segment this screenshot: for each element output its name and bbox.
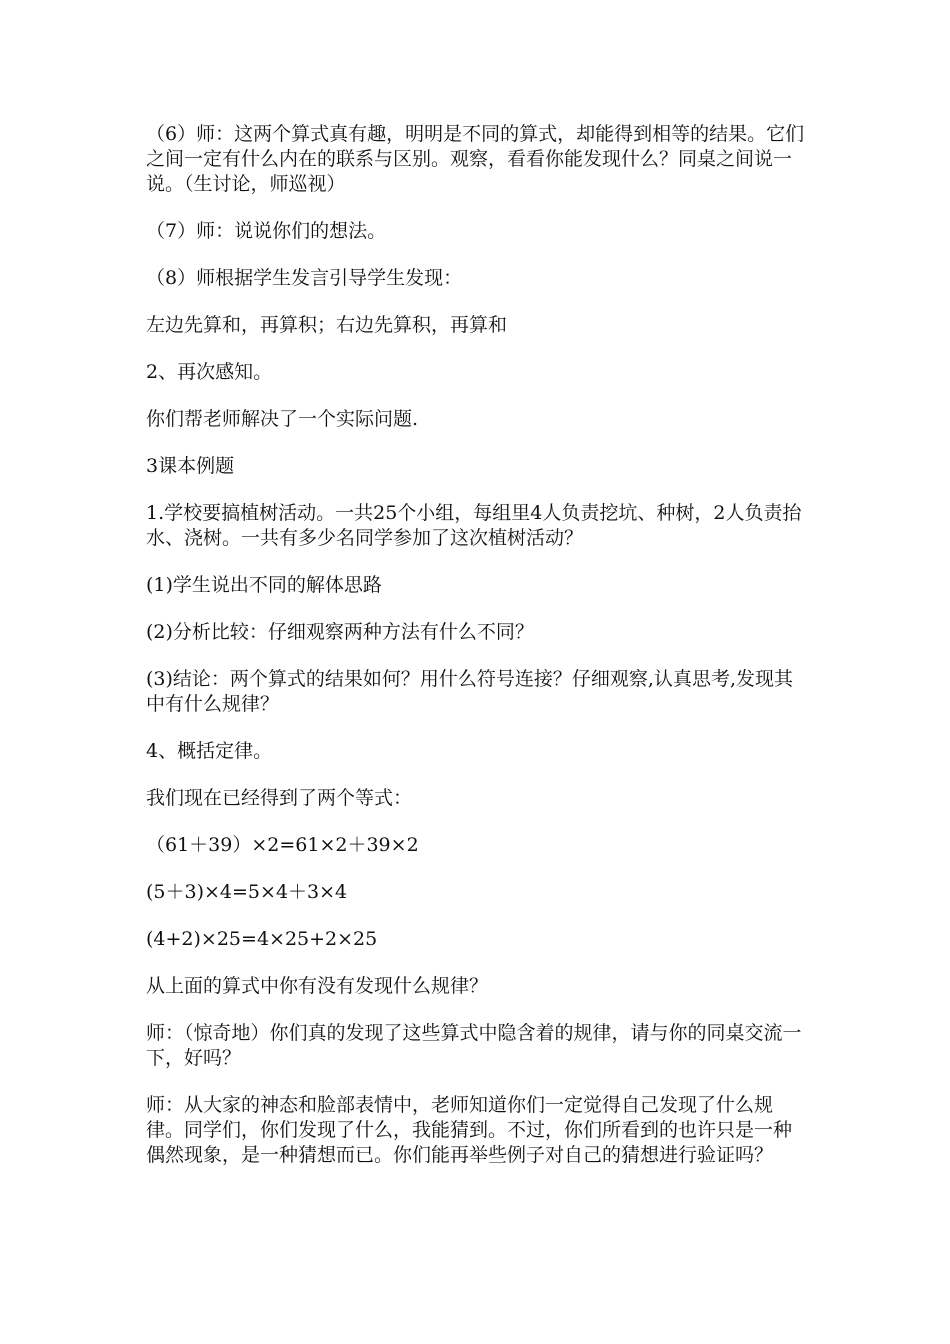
equation-3: (4+2)×25=4×25+2×25 (146, 928, 378, 950)
paragraph-practical-problem: 你们帮老师解决了一个实际问题. (146, 408, 419, 430)
paragraph-step-3: (3)结论：两个算式的结果如何？用什么符号连接？仔细观察,认真思考,发现其中有什么规律？ (146, 668, 793, 715)
paragraph-pattern-question: 从上面的算式中你有没有发现什么规律？ (146, 975, 489, 997)
paragraph-teacher-8: （8）师根据学生发言引导学生发现： (146, 267, 463, 289)
paragraph-example-problem: 1.学校要搞植树活动。一共25个小组，每组里4人负责挖坑、种树，2人负责抬水、浇树。一共有多少名同学参加了这次植树活动？ (146, 502, 802, 549)
paragraph-step-1: (1)学生说出不同的解体思路 (146, 574, 382, 596)
paragraph-teacher-6: （6）师：这两个算式真有趣，明明是不同的算式，却能得到相等的结果。它们之间一定有什么内在的联系与区别。观察，看看你能发现什么？同桌之间说一说。（生讨论，师巡视） (146, 123, 805, 195)
equation-1: （61＋39）×2=61×2＋39×2 (146, 834, 419, 856)
document-body (146, 122, 808, 1190)
paragraph-step-2: (2)分析比较：仔细观察两种方法有什么不同？ (146, 621, 534, 643)
section-heading-2: 2、再次感知。 (146, 361, 273, 383)
section-heading-3: 3课本例题 (146, 455, 235, 477)
paragraph-teacher-7: （7）师：说说你们的想法。 (146, 220, 387, 242)
paragraph-teacher-surprised: 师：（惊奇地）你们真的发现了这些算式中隐含着的规律，请与你的同桌交流一下，好吗？ (146, 1022, 802, 1069)
paragraph-teacher-verify: 师：从大家的神态和脸部表情中，老师知道你们一定觉得自己发现了什么规律。同学们，你们发现了什么，我能猜到。不过，你们所看到的也许只是一种偶然现象，是一种猜想而已。你们能再举些例子对自己的猜想进行验证吗？ (146, 1094, 793, 1166)
section-heading-4: 4、概括定律。 (146, 740, 273, 762)
paragraph-left-right-rule: 左边先算和，再算积；右边先算积，再算和 (146, 314, 508, 336)
paragraph-two-equations-intro: 我们现在已经得到了两个等式： (146, 787, 413, 809)
equation-2: (5＋3)×4=5×4＋3×4 (146, 881, 348, 903)
